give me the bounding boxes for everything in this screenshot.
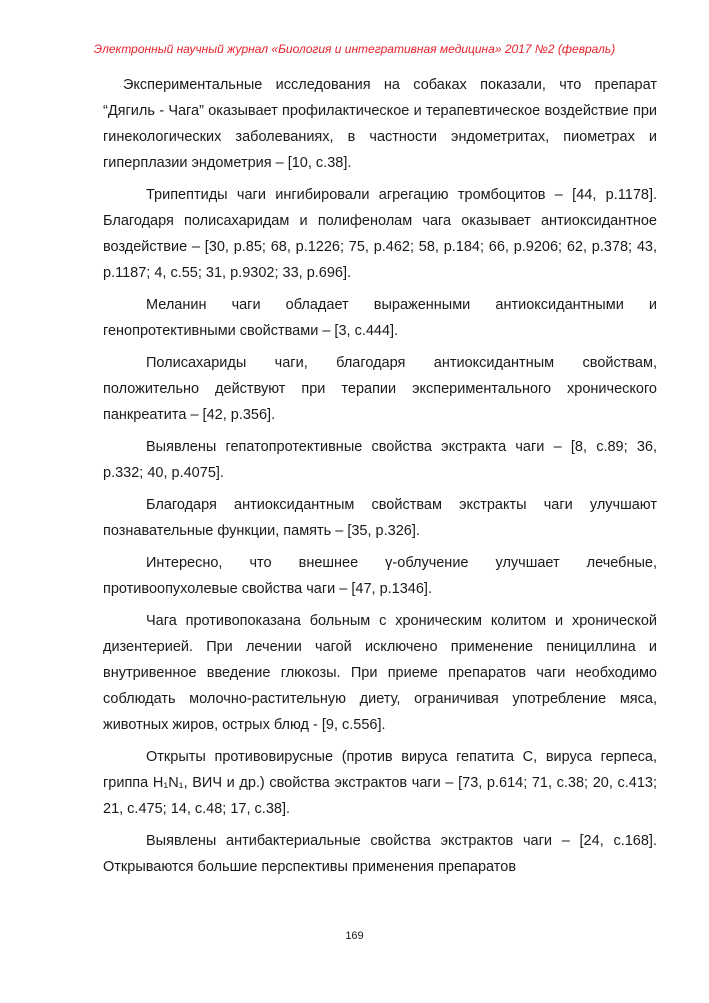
paragraph-tripeptides: Трипептиды чаги ингибировали агрегацию тромбоцитов – [44, p.1178]. Благодаря полисахаридам и полифенолам чага оказывает антиоксидантное воздействие – [30, p.85; 68, p.1226; 75, p.462; 58, p.184; 66, p.9206; 62, p.378; 43, p.1187; 4, c.55; 31, p.9302; 33, p.696]. — [103, 187, 657, 281]
paragraph-antibacterial: Выявлены антибактериальные свойства экстрактов чаги – [24, с.168]. Открываются большие перспективы применения препаратов — [103, 833, 657, 875]
paragraph-polysaccharides: Полисахариды чаги, благодаря антиоксидантным свойствам, положительно действуют при терапии экспериментального хронического панкреатита – [42, p.356]. — [103, 355, 657, 423]
page-number: 169 — [345, 930, 364, 942]
paragraph-antiviral: Открыты противовирусные (против вируса гепатита С, вируса герпеса, гриппа H₁N₁, ВИЧ и др.) свойства экстрактов чаги – [73, p.614; 71, c.38; 20, c.413; 21, c.475; 14, c.48; 17, c.38]. — [103, 749, 657, 817]
paragraph-contraindications: Чага противопоказана больным с хроническим колитом и хронической дизентерией. При лечении чагой исключено применение пенициллина и внутривенное введение глюкозы. При приеме препаратов чаги необходимо соблюдать молочно-растительную диету, ограничивая употребление мяса, животных жиров, острых блюд - [9, с.556]. — [103, 613, 657, 733]
paragraph-cognitive: Благодаря антиоксидантным свойствам экстракты чаги улучшают познавательные функции, память – [35, p.326]. — [103, 497, 657, 539]
article-body — [103, 72, 657, 886]
paragraph-hepatoprotective: Выявлены гепатопротективные свойства экстракта чаги – [8, с.89; 36, p.332; 40, p.4075]. — [103, 439, 657, 481]
paragraph-gamma-irradiation: Интересно, что внешнее γ-облучение улучшает лечебные, противоопухолевые свойства чаги – [47, p.1346]. — [103, 555, 657, 597]
paragraph-dog-experiments: Экспериментальные исследования на собаках показали, что препарат “Дягиль - Чага” оказывает профилактическое и терапевтическое воздействие при гинекологических заболеваниях, в частности эндометритах, пиометрах и гиперплазии эндометрия – [10, с.38]. — [103, 77, 657, 171]
paragraph-melanin: Меланин чаги обладает выраженными антиоксидантными и генопротективными свойствами – [3, с.444]. — [103, 297, 657, 339]
journal-header: Электронный научный журнал «Биология и интегративная медицина» 2017 №2 (февраль) — [93, 42, 616, 56]
